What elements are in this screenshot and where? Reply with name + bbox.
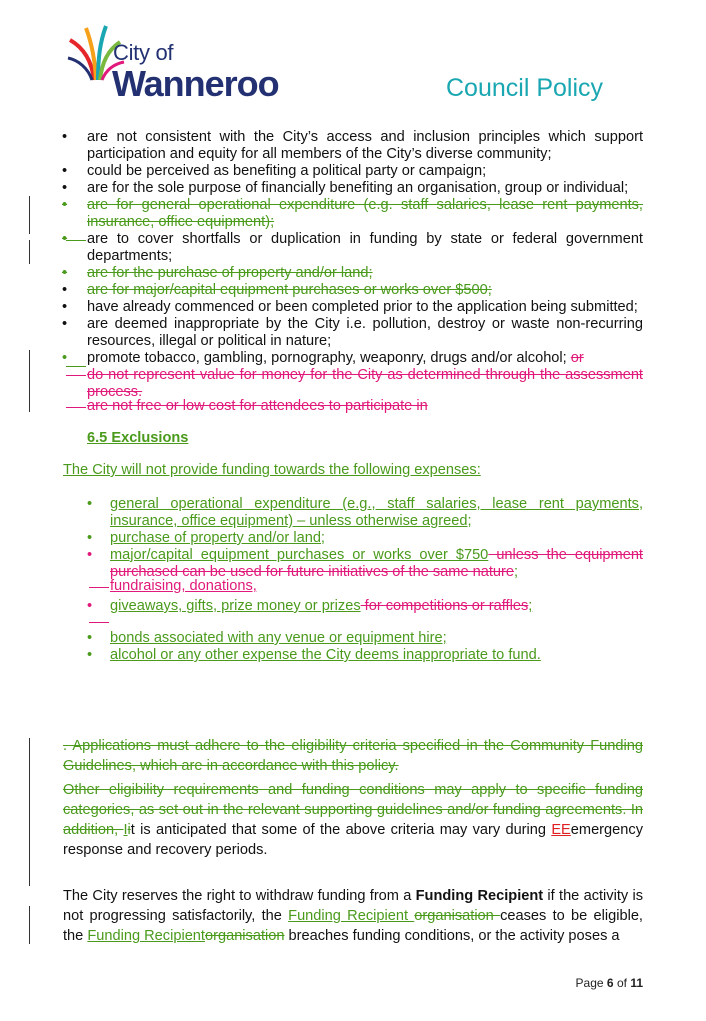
list-item-end: ;	[514, 564, 519, 580]
paragraph-text: ceases to be eligible, the	[63, 908, 643, 944]
page-of: of	[616, 976, 627, 990]
bullet: •	[62, 231, 68, 247]
list-item	[110, 547, 643, 581]
list-item-deleted: are for the purchase of property and/or land;	[87, 265, 373, 281]
inserted-text: Funding Recipient	[288, 908, 415, 924]
list-item	[87, 350, 643, 367]
list-item: are to cover shortfalls or duplication in funding by state or federal government departments;	[87, 231, 643, 264]
deleted-word: or	[570, 350, 584, 366]
bullet: •	[62, 163, 68, 179]
list-item: are for the sole purpose of financially benefiting an organisation, group or individual;	[87, 180, 629, 196]
paragraph-text: The City reserves the right to withdraw funding from a	[63, 888, 416, 904]
deletion-mark	[66, 375, 86, 376]
list-item: alcohol or any other expense the City deems inappropriate to fund.	[110, 647, 541, 663]
list-item-text: major/capital equipment purchases or works over $750	[110, 547, 489, 563]
list-item: have already commenced or been completed prior to the application being submitted;	[87, 299, 638, 315]
list-item-text: promote tobacco, gambling, pornography, weaponry, drugs and/or alcohol;	[87, 350, 567, 366]
bullet: •	[87, 547, 93, 563]
section-heading: 6.5 Exclusions	[87, 430, 189, 446]
deleted-text: for competitions or raffles	[360, 598, 529, 614]
paragraph	[63, 886, 643, 946]
list-item: could be perceived as benefiting a political party or campaign;	[87, 163, 487, 179]
list-item: general operational expenditure (e.g., staff salaries, lease rent payments, insurance, office equipment) – unless otherwise agreed;	[110, 496, 643, 529]
bullet: •	[62, 282, 68, 298]
bullet: •	[62, 197, 68, 213]
page-number	[576, 976, 643, 990]
bullet: •	[62, 265, 68, 281]
list-item-deleted: are not free or low cost for attendees to participate in	[87, 398, 428, 414]
bullet: •	[87, 647, 93, 663]
page-total: 11	[630, 976, 643, 990]
insertion-mark	[66, 366, 86, 367]
bold-term: Funding Recipient	[415, 888, 544, 904]
bullet: •	[87, 598, 93, 614]
change-bar	[29, 906, 30, 944]
paragraph-text: breaches funding conditions, or the activity poses a	[284, 928, 620, 944]
deleted-text: unless the equipment purchased can be used for future initiatives of the same nature	[110, 547, 643, 580]
bullet: •	[87, 530, 93, 546]
list-item-deleted: are for major/capital equipment purchases or works over $500;	[87, 282, 492, 298]
bullet: •	[62, 299, 68, 315]
list-item-deleted: do not represent value for money for the City as determined through the assessment process.	[87, 367, 643, 400]
city-logo	[66, 22, 296, 104]
deleted-text: organisation	[414, 908, 501, 924]
deletion-mark	[66, 240, 86, 241]
page-current: 6	[606, 976, 614, 990]
deletion-mark	[89, 587, 109, 588]
bullet: •	[62, 129, 68, 145]
deletion-mark	[66, 407, 86, 408]
paragraph-text: t is anticipated that some of the above criteria may vary during	[130, 822, 552, 838]
page-label: Page	[575, 976, 604, 990]
bullet: •	[62, 180, 68, 196]
inserted-text: I	[123, 822, 128, 838]
list-item-text: giveaways, gifts, prize money or prizes	[110, 598, 361, 614]
list-item: are not consistent with the City’s access and inclusion principles which support participation and equity for all members of the City’s diverse community;	[87, 129, 643, 162]
change-bar	[29, 240, 30, 264]
list-item-deleted: are for general operational expenditure (e.g. staff salaries, lease rent payments, insurance, office equipment);	[87, 197, 643, 230]
paragraph	[63, 780, 643, 860]
list-item: are deemed inappropriate by the City i.e. pollution, destroy or waste non-recurring resources, illegal or political in nature;	[87, 316, 643, 349]
deleted-text: Other eligibility requirements and funding conditions may apply to specific funding categories, as set out in the relevant supporting guidelines and/or funding agreements. In addition,	[63, 782, 643, 838]
bullet: •	[62, 350, 68, 366]
list-item: fundraising, donations,	[110, 578, 257, 594]
list-item	[110, 598, 643, 615]
insertion-mark	[89, 622, 109, 623]
inserted-text: Funding Recipient	[87, 928, 205, 944]
bullet: •	[62, 316, 68, 332]
page-title: Council Policy	[446, 74, 604, 102]
change-bar	[29, 738, 30, 886]
bullet: •	[87, 630, 93, 646]
deleted-text: EE	[551, 822, 571, 838]
deleted-text: i	[127, 822, 131, 838]
change-bar	[29, 196, 30, 234]
bullet: •	[87, 496, 93, 512]
change-bar	[29, 350, 30, 412]
paragraph-deleted: . Applications must adhere to the eligibility criteria specified in the Community Funding Guidelines, which are in accordance with this policy.	[63, 738, 643, 774]
list-item-end: ;	[528, 598, 533, 614]
logo-wanneroo-text: Wanneroo	[112, 63, 279, 104]
deleted-text: organisation	[204, 928, 285, 944]
list-item: purchase of property and/or land;	[110, 530, 325, 546]
paragraph-text: emergency response and recovery periods.	[63, 822, 643, 858]
list-item: bonds associated with any venue or equipment hire;	[110, 630, 447, 646]
logo-city-text: City of	[113, 40, 174, 65]
paragraph-text: if the activity is not progressing satisfactorily, the	[63, 888, 643, 924]
section-intro: The City will not provide funding towards the following expenses:	[63, 462, 481, 478]
